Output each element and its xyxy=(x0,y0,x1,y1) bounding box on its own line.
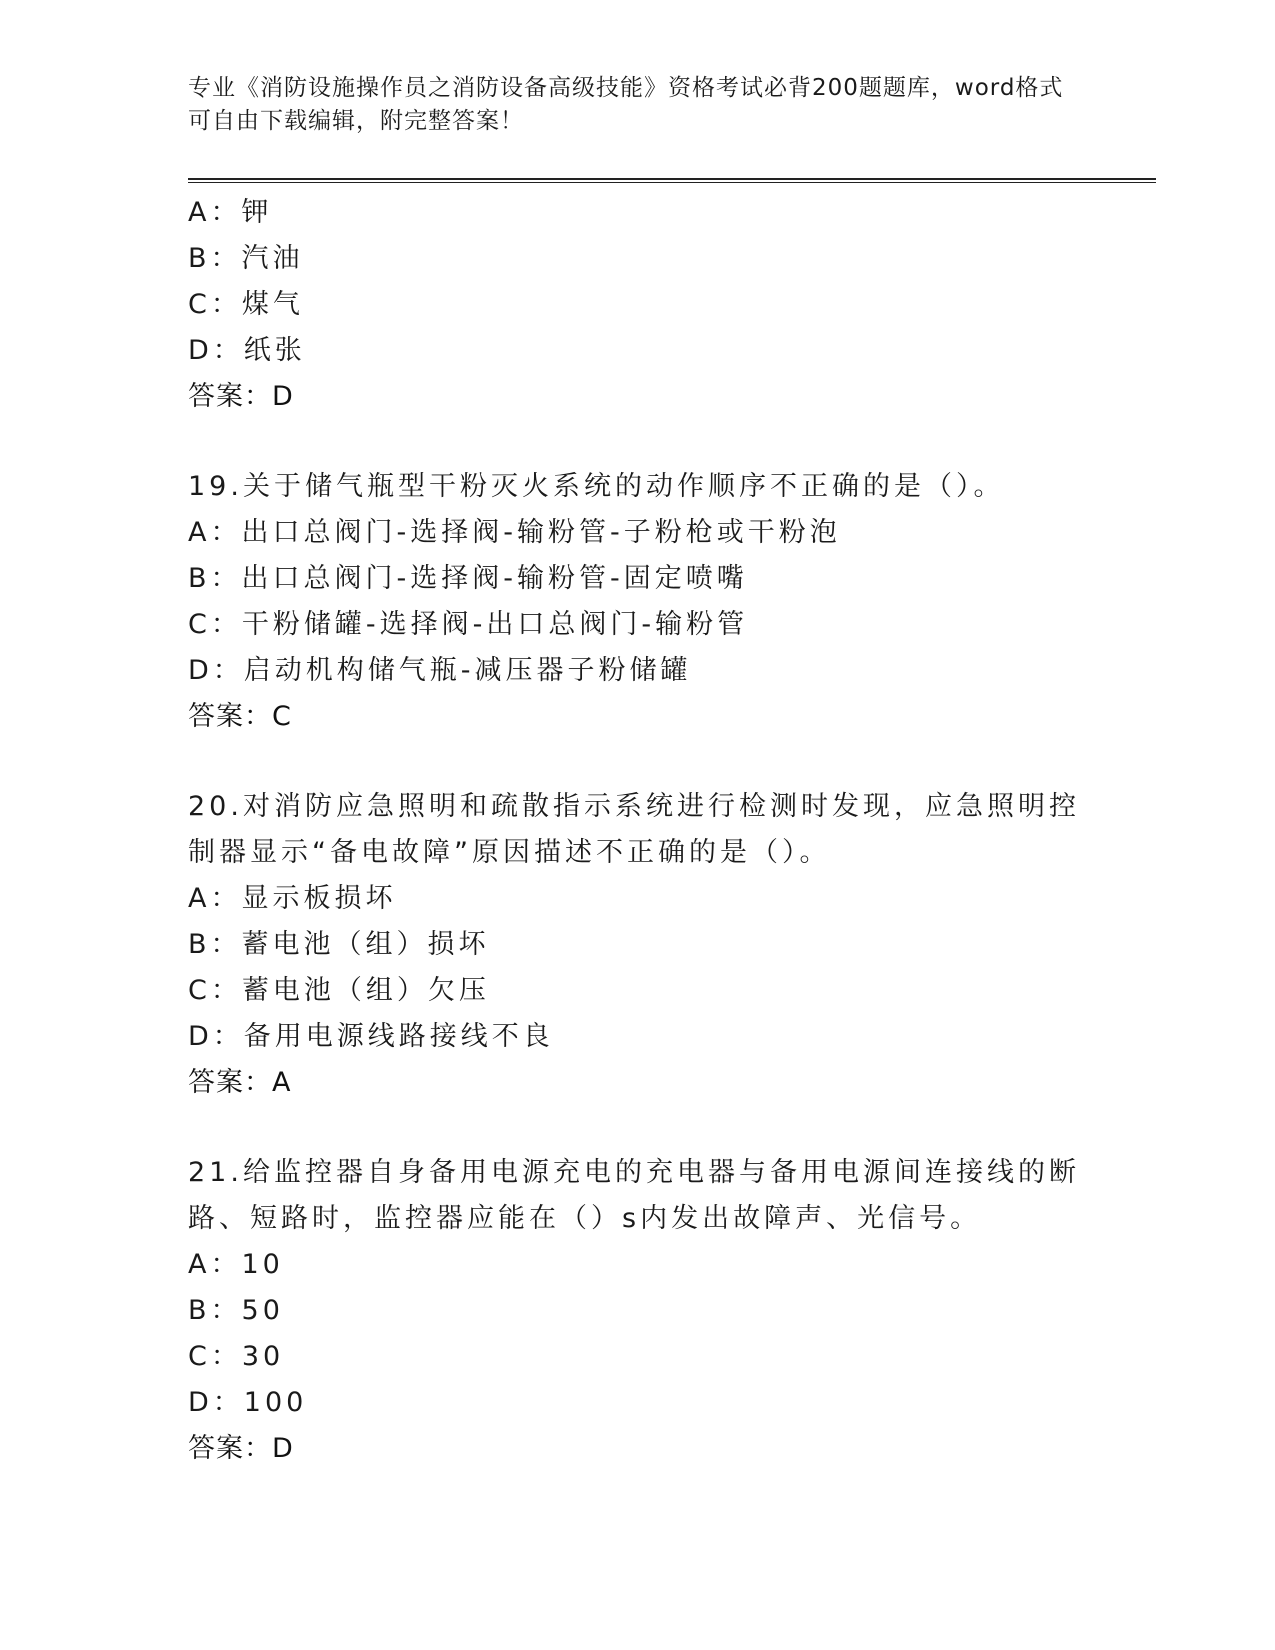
option-c: C：煤气 xyxy=(188,289,304,320)
option-d: D：备用电源线路接线不良 xyxy=(188,1021,554,1052)
question-21 xyxy=(188,1150,1088,1472)
question-18-continued xyxy=(188,190,1088,420)
question-stem: 19.关于储气瓶型干粉灭火系统的动作顺序不正确的是（）。 xyxy=(188,471,1005,502)
question-19 xyxy=(188,464,1088,740)
option-b: B：蓄电池（组）损坏 xyxy=(188,929,490,960)
option-a: A：显示板损坏 xyxy=(188,883,397,914)
option-d: D：启动机构储气瓶-减压器子粉储罐 xyxy=(188,655,692,686)
option-b: B：出口总阀门-选择阀-输粉管-固定喷嘴 xyxy=(188,563,748,594)
option-d: D：纸张 xyxy=(188,335,306,366)
answer: 答案：C xyxy=(188,701,292,732)
option-b: B：50 xyxy=(188,1295,284,1326)
option-b: B：汽油 xyxy=(188,243,304,274)
header-divider xyxy=(188,178,1156,183)
question-list xyxy=(188,190,1088,1472)
question-stem: 21.给监控器自身备用电源充电的充电器与备用电源间连接线的断路、短路时，监控器应能在（）s内发出故障声、光信号。 xyxy=(188,1157,1080,1234)
option-c: C：干粉储罐-选择阀-出口总阀门-输粉管 xyxy=(188,609,749,640)
question-stem: 20.对消防应急照明和疏散指示系统进行检测时发现，应急照明控制器显示“备电故障”原因描述不正确的是（）。 xyxy=(188,791,1080,868)
option-a: A：出口总阀门-选择阀-输粉管-子粉枪或干粉泡 xyxy=(188,517,841,548)
option-c: C：蓄电池（组）欠压 xyxy=(188,975,490,1006)
document-header: 专业《消防设施操作员之消防设备高级技能》资格考试必背200题题库，word格式可自由下载编辑，附完整答案！ xyxy=(188,75,1064,134)
answer: 答案：D xyxy=(188,381,294,412)
answer: 答案：A xyxy=(188,1067,292,1098)
option-a: A：钾 xyxy=(188,197,273,228)
question-20 xyxy=(188,784,1088,1106)
answer: 答案：D xyxy=(188,1433,294,1464)
option-d: D：100 xyxy=(188,1387,308,1418)
option-c: C：30 xyxy=(188,1341,285,1372)
option-a: A：10 xyxy=(188,1249,284,1280)
